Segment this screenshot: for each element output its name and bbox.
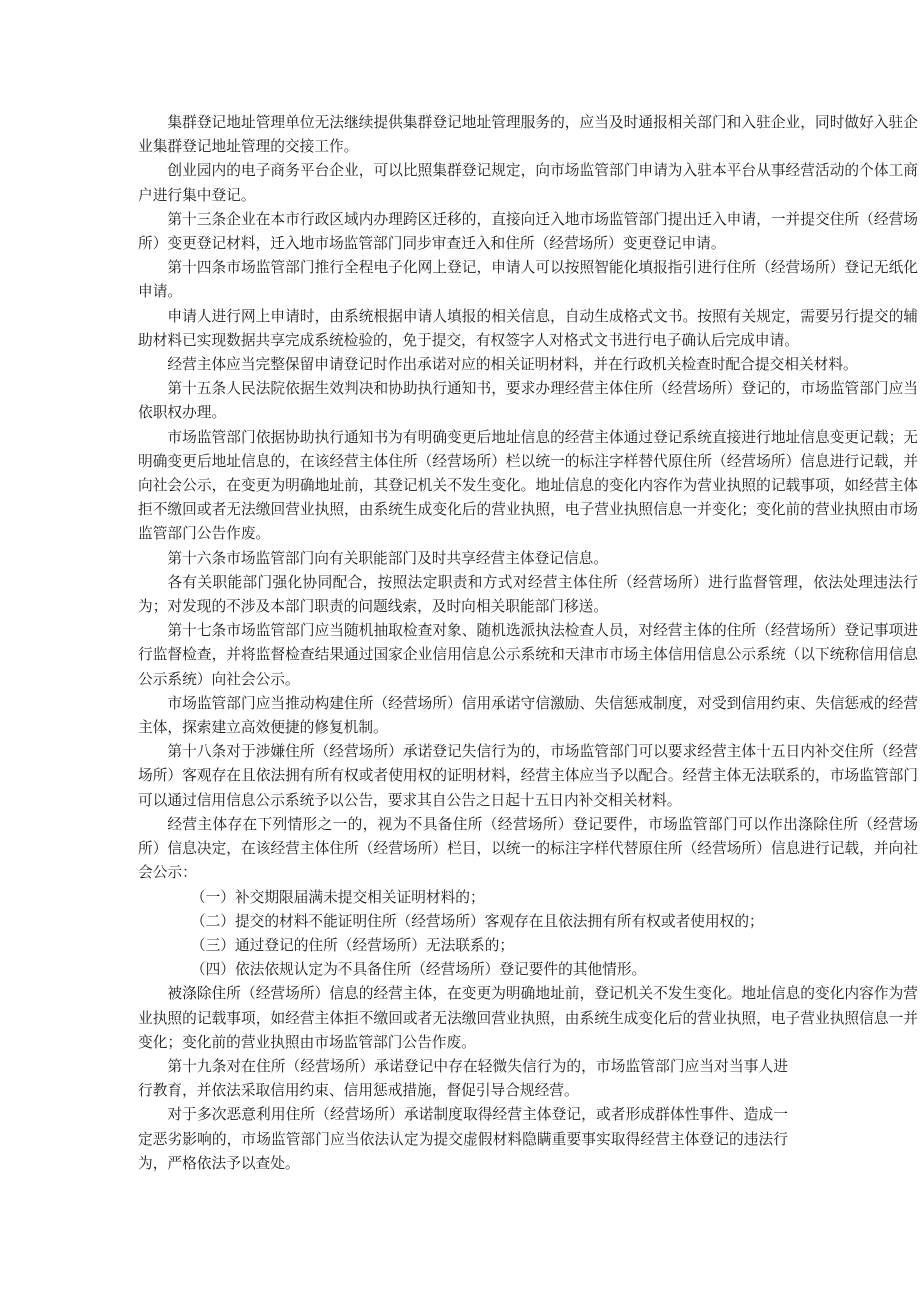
article-14: 第十四条市场监管部门推行全程电子化网上登记，申请人可以按照智能化填报指引进行住所（经营场所）登记无纸化申请。: [138, 259, 918, 301]
article-13: 第十三条企业在本市行政区域内办理跨区迁移的，直接向迁入地市场监管部门提出迁入申请，一并提交住所（经营场所）变更登记材料，迁入地市场监管部门同步审查迁入和住所（经营场所）变更登记申请。: [138, 210, 918, 253]
paragraph-department-coordination: 各有关职能部门强化协同配合，按照法定职责和方式对经营主体住所（经营场所）进行监督管理，依法处理违法行为；对发现的不涉及本部门职责的问题线索，及时向相关职能部门移送。: [138, 573, 918, 616]
paragraph-online-application: 申请人进行网上申请时，由系统根据申请人填报的相关信息，自动生成格式文书。按照有关规定，需要另行提交的辅助材料已实现数据共享完成系统检验的，免于提交，有权签字人对格式文书进行电子确认后完成申请。: [138, 307, 918, 349]
list-item-2: （二）提交的材料不能证明住所（经营场所）客观存在且依法拥有所有权或者使用权的；: [190, 912, 764, 930]
paragraph-retain-materials: 经营主体应当完整保留申请登记时作出承诺对应的相关证明材料，并在行政机关检查时配合提交相关材料。: [167, 356, 858, 374]
paragraph-removed-entity: 被涤除住所（经营场所）信息的经营主体，在变更为明确地址前，登记机关不发生变化。地址信息的变化内容作为营业执照的记载事项，如经营主体拒不缴回或者无法缴回营业执照，由系统生成变化后的营业执照，电子营业执照信息一并变化；变化前的营业执照由市场监管部门公告作废。: [138, 985, 918, 1051]
article-18: 第十八条对于涉嫌住所（经营场所）承诺登记失信行为的，市场监管部门可以要求经营主体十五日内补交住所（经营场所）客观存在且依法拥有所有权或者使用权的证明材料，经营主体应当予以配合。经营主体无法联系的，市场监管部门可以通过信用信息公示系统予以公告，要求其自公告之日起十五日内补交相关材料。: [138, 743, 918, 809]
article-19: 第十九条对在住所（经营场所）承诺登记中存在轻微失信行为的，市场监管部门应当对当事人进行教育，并依法采取信用约束、信用惩戒措施，督促引导合规经营。: [138, 1057, 788, 1100]
list-item-3: （三）通过登记的住所（经营场所）无法联系的；: [190, 936, 515, 954]
article-15: 第十五条人民法院依据生效判决和协助执行通知书，要求办理经营主体住所（经营场所）登记的，市场监管部门应当依职权办理。: [138, 380, 918, 422]
article-17: 第十七条市场监管部门应当随机抽取检查对象、随机选派执法检查人员，对经营主体的住所（经营场所）登记事项进行监督检查，并将监督检查结果通过国家企业信用信息公示系统和天津市市场主体信用信息公示系统（以下统称信用信息公示系统）向社会公示。: [138, 622, 918, 688]
article-16: 第十六条市场监管部门向有关职能部门及时共享经营主体登记信息。: [167, 549, 609, 567]
paragraph-cluster-address-handover: 集群登记地址管理单位无法继续提供集群登记地址管理服务的，应当及时通报相关部门和入驻企业，同时做好入驻企业集群登记地址管理的交接工作。: [138, 114, 918, 156]
document-body: [138, 111, 918, 1176]
paragraph-removal-conditions: 经营主体存在下列情形之一的，视为不具备住所（经营场所）登记要件，市场监管部门可以作出涤除住所（经营场所）信息决定，在该经营主体住所（经营场所）栏目，以统一的标注字样代替原住所（经营场所）信息进行记载，并向社会公示：: [138, 815, 918, 882]
paragraph-malicious-use: 对于多次恶意利用住所（经营场所）承诺制度取得经营主体登记，或者形成群体性事件、造成一定恶劣影响的，市场监管部门应当依法认定为提交虚假材料隐瞒重要事实取得经营主体登记的违法行为，严格依法予以查处。: [138, 1106, 788, 1172]
list-item-4: （四）依法依规认定为不具备住所（经营场所）登记要件的其他情形。: [190, 961, 647, 979]
list-item-1: （一）补交期限届满未提交相关证明材料的；: [190, 888, 485, 906]
paragraph-assist-enforcement: 市场监管部门依据协助执行通知书为有明确变更后地址信息的经营主体通过登记系统直接进行地址信息变更记载；无明确变更后地址信息的，在该经营主体住所（经营场所）栏以统一的标注字样替代原住所（经营场所）信息进行记载，并向社会公示，在变更为明确地址前，其登记机关不发生变化。地址信息的变化内容作为营业执照的记载事项，如经营主体拒不缴回或者无法缴回营业执照，由系统生成变化后的营业执照，电子营业执照信息一并变化；变化前的营业执照由市场监管部门公告作废。: [138, 428, 918, 543]
paragraph-credit-incentive: 市场监管部门应当推动构建住所（经营场所）信用承诺守信激励、失信惩戒制度，对受到信用约束、失信惩戒的经营主体，探索建立高效便捷的修复机制。: [138, 694, 918, 737]
paragraph-ecommerce-platform: 创业园内的电子商务平台企业，可以比照集群登记规定，向市场监管部门申请为入驻本平台从事经营活动的个体工商户进行集中登记。: [138, 162, 918, 204]
